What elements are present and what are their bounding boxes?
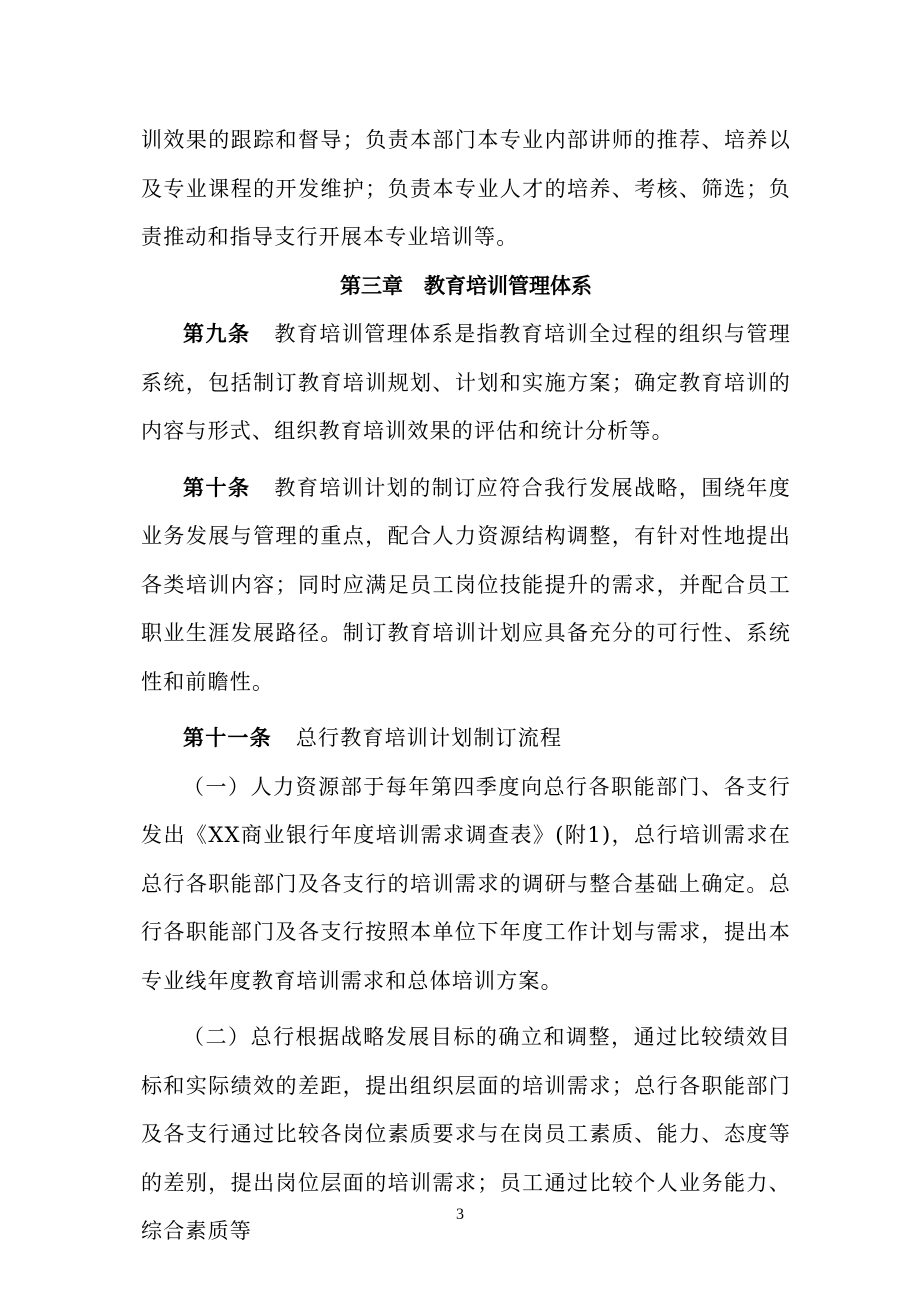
article-11-item-2: （二）总行根据战略发展目标的确立和调整，通过比较绩效目标和实际绩效的差距，提出组织层面的培训需求；总行各职能部门及各支行通过比较各岗位素质要求与在岗员工素质、能力、态度等的差别，提出岗位层面的培训需求；员工通过比较个人业务能力、综合素质等 [141,1025,791,1243]
page-number: 3 [456,1206,464,1223]
article-9-text: 教育培训管理体系是指教育培训全过程的组织与管理系统，包括制订教育培训规划、计划和实施方案；确定教育培训的内容与形式、组织教育培训效果的评估和统计分析等。 [141,322,791,443]
article-11 [141,714,791,763]
article-11-item-1: （一）人力资源部于每年第四季度向总行各职能部门、各支行发出《XX商业银行年度培训需求调查表》(附1)，总行培训需求在总行各职能部门及各支行的培训需求的调研与整合基础上确定。总行各职能部门及各支行按照本单位下年度工作计划与需求，提出本专业线年度教育培训需求和总体培训方案。 [141,774,791,993]
chapter-title: 第三章 教育培训管理体系 [340,273,592,298]
document-body [141,116,791,1256]
paragraph-continuation: 训效果的跟踪和督导；负责本部门本专业内部讲师的推荐、培养以及专业课程的开发维护；负责本专业人才的培养、考核、筛选；负责推动和指导支行开展本专业培训等。 [141,128,791,249]
article-9 [141,310,791,456]
article-10-label: 第十条 [183,475,251,500]
article-11-text: 总行教育培训计划制订流程 [295,726,563,750]
article-9-label: 第九条 [183,322,251,346]
article-11-label: 第十一条 [183,726,272,750]
article-10-text: 教育培训计划的制订应符合我行发展战略，围绕年度业务发展与管理的重点，配合人力资源结构调整，有针对性地提出各类培训内容；同时应满足员工岗位技能提升的需求，并配合员工职业生涯发展路径。制订教育培训计划应具备充分的可行性、系统性和前瞻性。 [141,475,791,694]
article-10 [141,464,791,707]
